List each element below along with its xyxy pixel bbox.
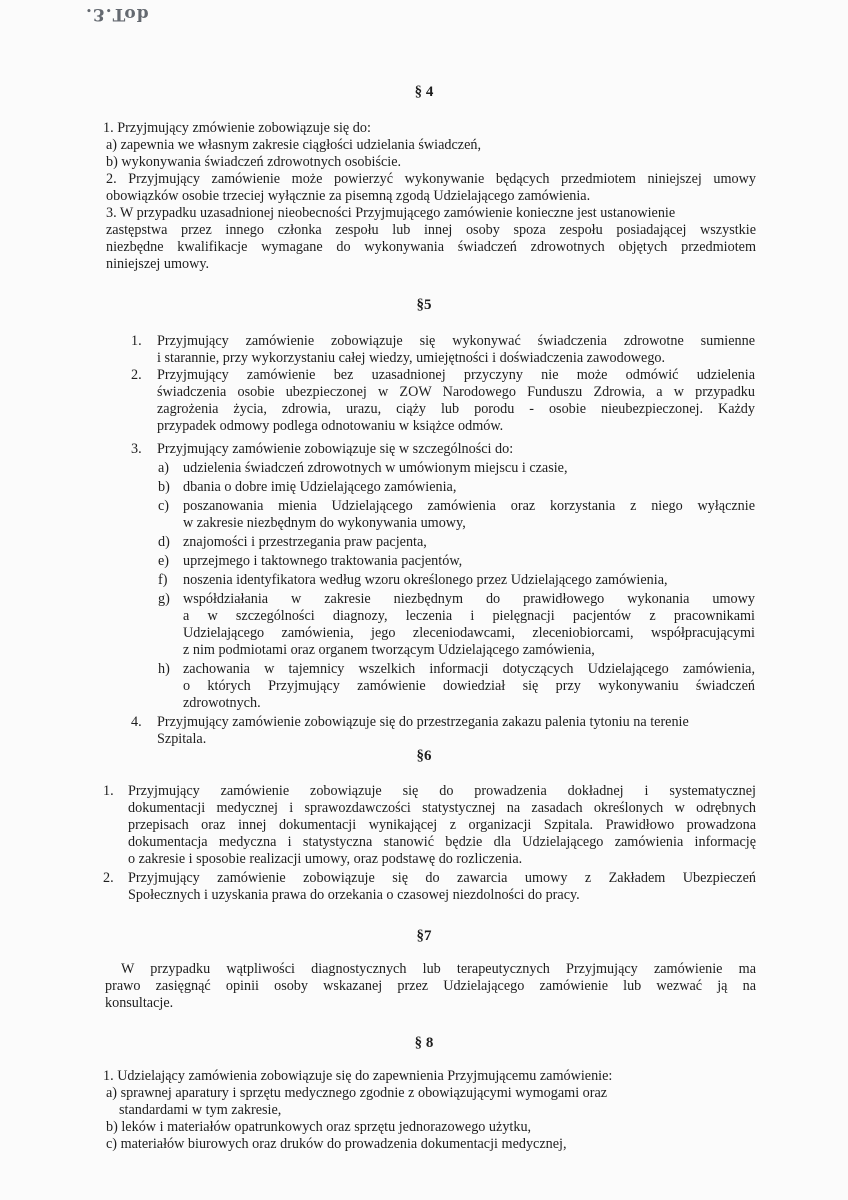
s6-item-1-number: 1. bbox=[103, 783, 114, 799]
s5-sub-c-line1: poszanowania mienia Udzielającego zamówienia oraz korzystania z niego wyłącznie bbox=[183, 498, 755, 514]
handwritten-mark: .3.Tob bbox=[86, 4, 150, 24]
s5-item-3-text: Przyjmujący zamówienie zobowiązuje się w szczególności do: bbox=[157, 441, 514, 457]
s5-sub-d-letter: d) bbox=[158, 534, 170, 550]
s6-item-1-line4: dokumentacja medyczna i statystyczna stanowić będzie dla Udzielającego zamówienia informację bbox=[128, 834, 756, 850]
s5-item-4-number: 4. bbox=[131, 714, 142, 730]
section-4-heading: § 4 bbox=[414, 84, 434, 100]
s5-sub-f-text: noszenia identyfikatora według wzoru określonego przez Udzielającego zamówienia, bbox=[183, 572, 668, 588]
s5-item-2-line3: zagrożenia życia, zdrowia, urazu, ciąży lub porodu - osobie nieubezpieczonej. Każdy bbox=[157, 401, 755, 417]
s4-item-3-line2: zastępstwa przez innego członka zespołu lub innej osoby spoza zespołu posiadającej wszystkie bbox=[106, 222, 756, 238]
section-5-heading: §5 bbox=[416, 297, 432, 313]
s5-sub-c-letter: c) bbox=[158, 498, 170, 514]
section-7-heading: §7 bbox=[416, 928, 432, 944]
s5-sub-g-line1: współdziałania w zakresie niezbędnym do prawidłowego wykonania umowy bbox=[183, 591, 755, 607]
s7-line1: W przypadku wątpliwości diagnostycznych lub terapeutycznych Przyjmujący zamówienie ma bbox=[121, 961, 756, 977]
s5-sub-c-line2: w zakresie niezbędnym do wykonywania umowy, bbox=[183, 515, 466, 531]
s6-item-2-number: 2. bbox=[103, 870, 114, 886]
s5-sub-h-line3: zdrowotnych. bbox=[183, 695, 261, 711]
section-6-heading: §6 bbox=[416, 748, 432, 764]
s6-item-1-line2: dokumentacji medycznej i sprawozdawczości statystycznej na zasadach określonych w odrębnych bbox=[128, 800, 756, 816]
s5-sub-e-letter: e) bbox=[158, 553, 170, 569]
s4-item-3-line4: niniejszej umowy. bbox=[106, 256, 210, 272]
s5-sub-b-text: dbania o dobre imię Udzielającego zamówienia, bbox=[183, 479, 457, 495]
s5-item-1-line2: i starannie, przy wykorzystaniu całej wiedzy, umiejętności i doświadczenia zawodowego. bbox=[157, 350, 666, 366]
s5-item-1-line1: Przyjmujący zamówienie zobowiązuje się wykonywać świadczenia zdrowotne sumienne bbox=[157, 333, 755, 349]
s5-item-4-line2: Szpitala. bbox=[157, 731, 207, 747]
s5-item-3-number: 3. bbox=[131, 441, 142, 457]
s5-sub-g-line3: Udzielającego zamówienia, jego zleceniodawcami, zleceniobiorcami, współpracującymi bbox=[183, 625, 755, 641]
s5-item-4-line1: Przyjmujący zamówienie zobowiązuje się do przestrzegania zakazu palenia tytoniu na terenie bbox=[157, 714, 689, 730]
s4-item-3-line1: 3. W przypadku uzasadnionej nieobecności Przyjmującego zamówienie konieczne jest ustanowienie bbox=[106, 205, 676, 221]
s6-item-1-line3: przepisach oraz innej dokumentacji wynikającej z organizacji Szpitala. Prawidłowo prowadzona bbox=[128, 817, 756, 833]
s6-item-2-line2: Społecznych i uzyskania prawa do orzekania o czasowej niezdolności do pracy. bbox=[128, 887, 580, 903]
s5-sub-h-letter: h) bbox=[158, 661, 170, 677]
s5-sub-a-text: udzielenia świadczeń zdrowotnych w umówionym miejscu i czasie, bbox=[183, 460, 568, 476]
s5-item-2-line1: Przyjmujący zamówienie bez uzasadnionej przyczyny nie może odmówić udzielenia bbox=[157, 367, 755, 383]
s6-item-1-line5: o zakresie i sposobie realizacji umowy, oraz podstawę do rozliczenia. bbox=[128, 851, 523, 867]
s5-sub-f-letter: f) bbox=[158, 572, 168, 588]
s5-sub-h-line2: o których Przyjmujący zamówienie dowiedział się przy wykonywaniu świadczeń bbox=[183, 678, 755, 694]
s5-sub-g-line4: z nim podmiotami oraz organem tworzącym Udzielającego zamówienia, bbox=[183, 642, 595, 658]
s4-item-2-line1: 2. Przyjmujący zamówienie może powierzyć wykonywanie będących przedmiotem niniejszej umowy bbox=[106, 171, 756, 187]
s8-item-1: 1. Udzielający zamówienia zobowiązuje się do zapewnienia Przyjmującemu zamówienie: bbox=[103, 1068, 613, 1084]
s6-item-2-line1: Przyjmujący zamówienie zobowiązuje się do zawarcia umowy z Zakładem Ubezpieczeń bbox=[128, 870, 756, 886]
s7-line3: konsultacje. bbox=[105, 995, 174, 1011]
s5-sub-d-text: znajomości i przestrzegania praw pacjenta, bbox=[183, 534, 427, 550]
s5-sub-g-line2: a w szczególności diagnozy, leczenia i pielęgnacji pacjentów z pracownikami bbox=[183, 608, 755, 624]
s8-item-1b: b) leków i materiałów opatrunkowych oraz sprzętu jednorazowego użytku, bbox=[106, 1119, 532, 1135]
section-8-heading: § 8 bbox=[414, 1035, 434, 1051]
s5-sub-e-text: uprzejmego i taktownego traktowania pacjentów, bbox=[183, 553, 463, 569]
s5-item-2-line2: świadczenia osobie ubezpieczonej w ZOW Narodowego Funduszu Zdrowia, a w przypadku bbox=[157, 384, 755, 400]
s8-item-1a-line1: a) sprawnej aparatury i sprzętu medycznego zgodnie z obowiązującymi wymogami oraz bbox=[106, 1085, 608, 1101]
s4-item-1: 1. Przyjmujący zmówienie zobowiązuje się do: bbox=[103, 120, 371, 136]
s7-line2: prawo zasięgnąć opinii osoby wskazanej przez Udzielającego zamówienie lub wezwać ją na bbox=[105, 978, 756, 994]
s8-item-1a-line2: standardami w tym zakresie, bbox=[119, 1102, 282, 1118]
s5-item-1-number: 1. bbox=[131, 333, 142, 349]
s4-item-2-line2: obowiązków osobie trzeciej wyłącznie za pisemną zgodą Udzielającego zamówienia. bbox=[106, 188, 591, 204]
s4-item-3-line3: niezbędne kwalifikacje wymagane do wykonywania świadczeń zdrowotnych objętych przedmiotem bbox=[106, 239, 756, 255]
s4-item-1b: b) wykonywania świadczeń zdrowotnych osobiście. bbox=[106, 154, 402, 170]
s8-item-1c: c) materiałów biurowych oraz druków do prowadzenia dokumentacji medycznej, bbox=[106, 1136, 567, 1152]
s5-item-2-number: 2. bbox=[131, 367, 142, 383]
s5-sub-b-letter: b) bbox=[158, 479, 170, 495]
s5-sub-a-letter: a) bbox=[158, 460, 170, 476]
s5-item-2-line4: przypadek odmowy podlega odnotowaniu w książce odmów. bbox=[157, 418, 504, 434]
s4-item-1a: a) zapewnia we własnym zakresie ciągłości udzielania świadczeń, bbox=[106, 137, 482, 153]
s6-item-1-line1: Przyjmujący zamówienie zobowiązuje się do prowadzenia dokładnej i systematycznej bbox=[128, 783, 756, 799]
s5-sub-g-letter: g) bbox=[158, 591, 170, 607]
s5-sub-h-line1: zachowania w tajemnicy wszelkich informacji dotyczących Udzielającego zamówienia, bbox=[183, 661, 755, 677]
